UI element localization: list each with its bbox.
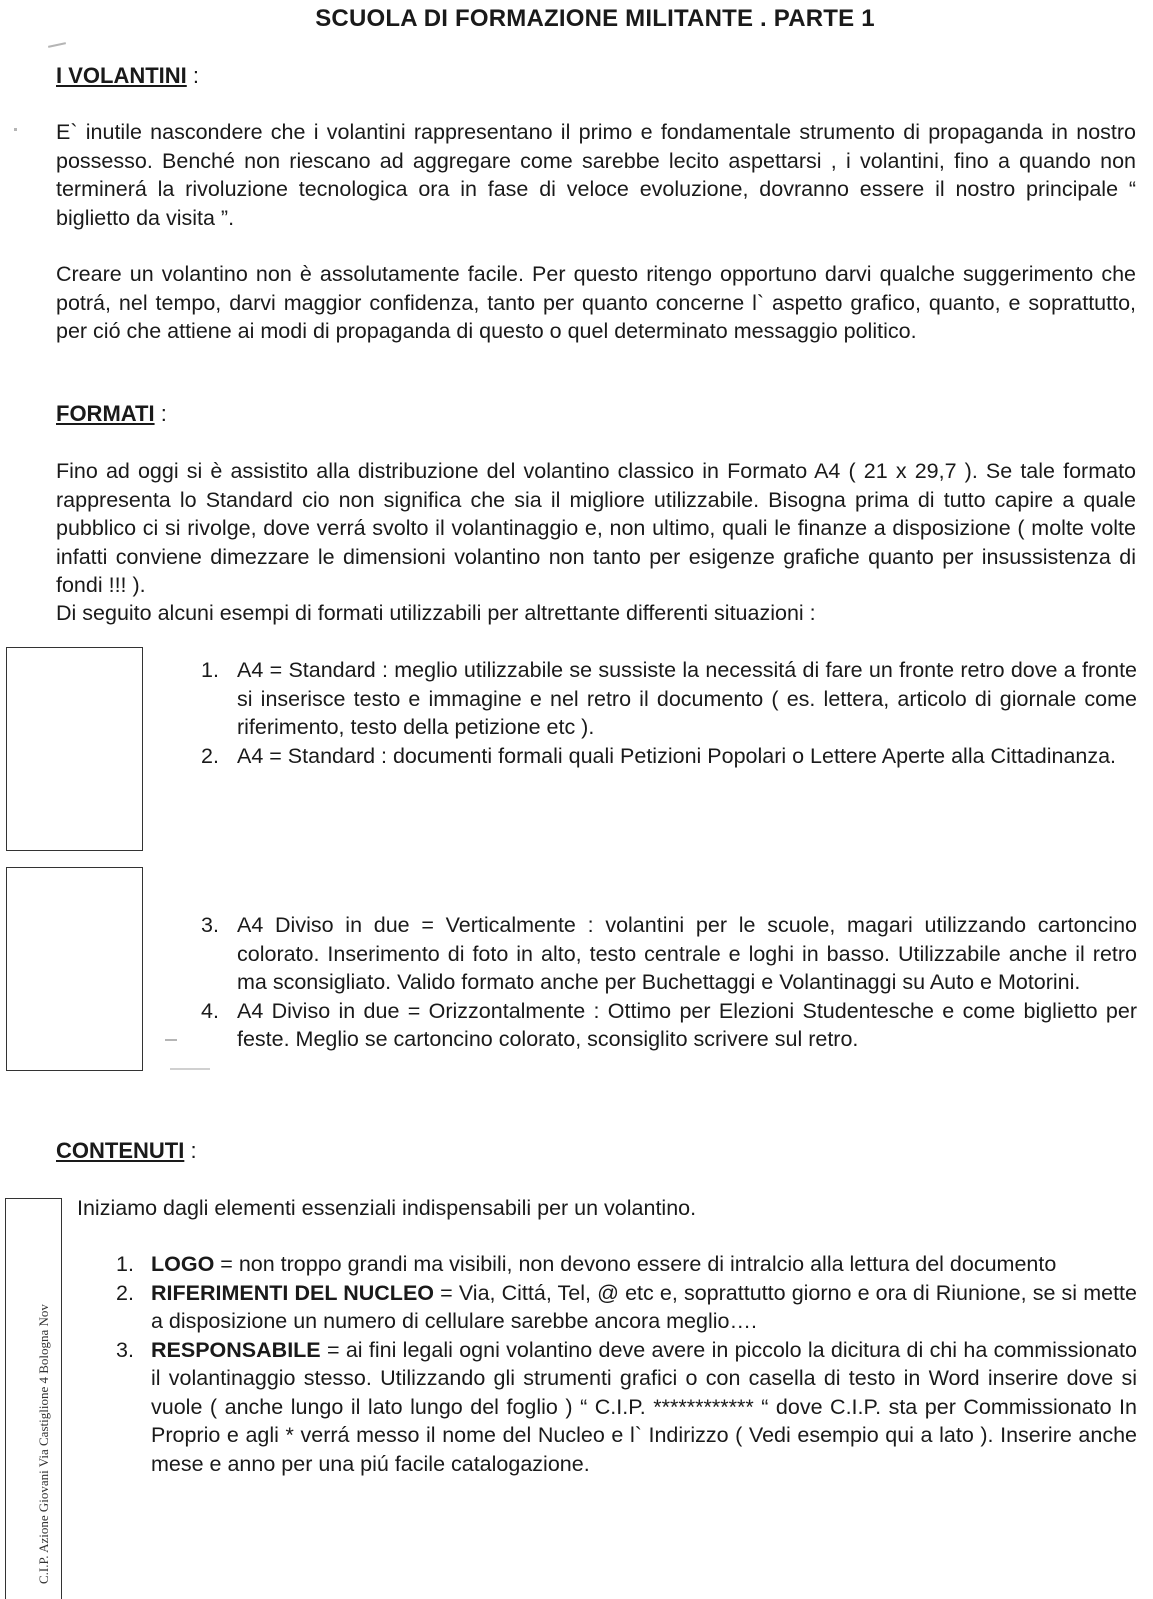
scan-speck	[48, 42, 66, 48]
cip-example-label: C.I.P. Azione Giovani Via Castiglione 4 Bologna Nov	[36, 1304, 51, 1584]
list-item: 1. LOGO = non troppo grandi ma visibili, non devono essere di intralcio alla lettura del documento	[116, 1252, 1057, 1276]
section-heading-contenuti: CONTENUTI :	[56, 1138, 197, 1163]
list-item: 2. RIFERIMENTI DEL NUCLEO = Via, Cittá, Tel, @ etc e, soprattutto giorno e ora di Riunione, se si mette a disposizione un numero di cellulare sarebbe ancora meglio….	[116, 1280, 1137, 1333]
list-item: 2. A4 = Standard : documenti formali quali Petizioni Popolari o Lettere Aperte alla Cittadinanza.	[201, 743, 1117, 768]
scan-speck	[165, 1039, 177, 1041]
section-heading-text: FORMATI	[56, 401, 155, 426]
list-item: 4. A4 Diviso in due = Orizzontalmente : Ottimo per Elezioni Studentesche e come biglietto per feste. Meglio se cartoncino colorato, sconsiglito scrivere sul retro.	[201, 998, 1137, 1051]
contenuti-list	[116, 1250, 1137, 1478]
paragraph-volantini-2: Creare un volantino non è assolutamente facile. Per questo ritengo opportuno darvi qualche suggerimento che potrá, nel tempo, darvi maggior confidenza, tanto per quanto concerne l` aspetto grafico, quanto, e soprattutto, per ció che attiene ai modi di propaganda di questo o quel determinato messaggio politico.	[56, 262, 1136, 343]
cip-example-box	[5, 1198, 62, 1599]
section-heading-text: CONTENUTI	[56, 1138, 185, 1163]
list-item: 1. A4 = Standard : meglio utilizzabile se sussiste la necessitá di fare un fronte retro dove a fronte si inserisce testo e immagine e nel retro il documento ( es. lettera, articolo di giornale come riferimento, testo della petizione etc ).	[201, 658, 1137, 739]
format-half-illustration	[6, 867, 143, 1071]
formati-intro: Di seguito alcuni esempi di formati utilizzabili per altrettante differenti situazioni :	[56, 601, 816, 625]
list-item: 3. RESPONSABILE = ai fini legali ogni volantino deve avere in piccolo la dicitura di chi ha commissionato il volantinaggio stesso. Utilizzando gli strumenti grafici o con casella di testo in Word inserire dove si vuole ( anche lungo il lato lungo del foglio ) “ C.I.P. ************ “ dove C.I.P. sta per Commissionato In Proprio e agli * verrá messo il nome del Nucleo e l` Indirizzo ( Vedi esempio qui a lato ). Inserire anche mese e anno per una piú facile catalogazione.	[116, 1337, 1137, 1476]
section-heading-volantini: I VOLANTINI :	[56, 63, 200, 88]
format-a4-illustration	[6, 647, 143, 851]
paragraph-volantini-1: E` inutile nascondere che i volantini rappresentano il primo e fondamentale strumento di propaganda in nostro possesso. Benché non riescano ad aggregare come sarebbe lecito aspettarsi , i volantini, fino a quando non terminerá la rivoluzione tecnologica ora in fase di veloce evoluzione, dovranno essere il nostro principale “ biglietto da visita ”.	[56, 120, 1136, 230]
formati-list-b	[201, 911, 1137, 1054]
formati-list-a	[201, 656, 1137, 770]
scan-speck	[14, 128, 17, 131]
scan-speck	[170, 1068, 210, 1070]
paragraph-formati: Fino ad oggi si è assistito alla distribuzione del volantino classico in Formato A4 ( 21 x 29,7 ). Se tale formato rappresenta lo Standard cio non significa che sia il migliore utilizzabile. Bisogna prima di tutto capire a quale pubblico ci si rivolge, dove verrá svolto il volantinaggio e, non ultimo, quali le finanze a disposizione ( molte volte infatti conviene dimezzare le dimensioni volantino non tanto per esigenze grafiche quanto per insussistenza di fondi !!! ).	[56, 459, 1136, 597]
section-heading-text: I VOLANTINI	[56, 63, 187, 88]
contenuti-intro: Iniziamo dagli elementi essenziali indispensabili per un volantino.	[77, 1196, 697, 1220]
page-title: SCUOLA DI FORMAZIONE MILITANTE . PARTE 1	[315, 5, 875, 32]
section-heading-formati: FORMATI :	[56, 401, 167, 426]
list-item: 3. A4 Diviso in due = Verticalmente : volantini per le scuole, magari utilizzando cartoncino colorato. Inserimento di foto in alto, testo centrale e loghi in basso. Utilizzabile anche il retro ma sconsigliato. Valido formato anche per Buchettaggi e Volantinaggi su Auto e Motorini.	[201, 913, 1137, 994]
